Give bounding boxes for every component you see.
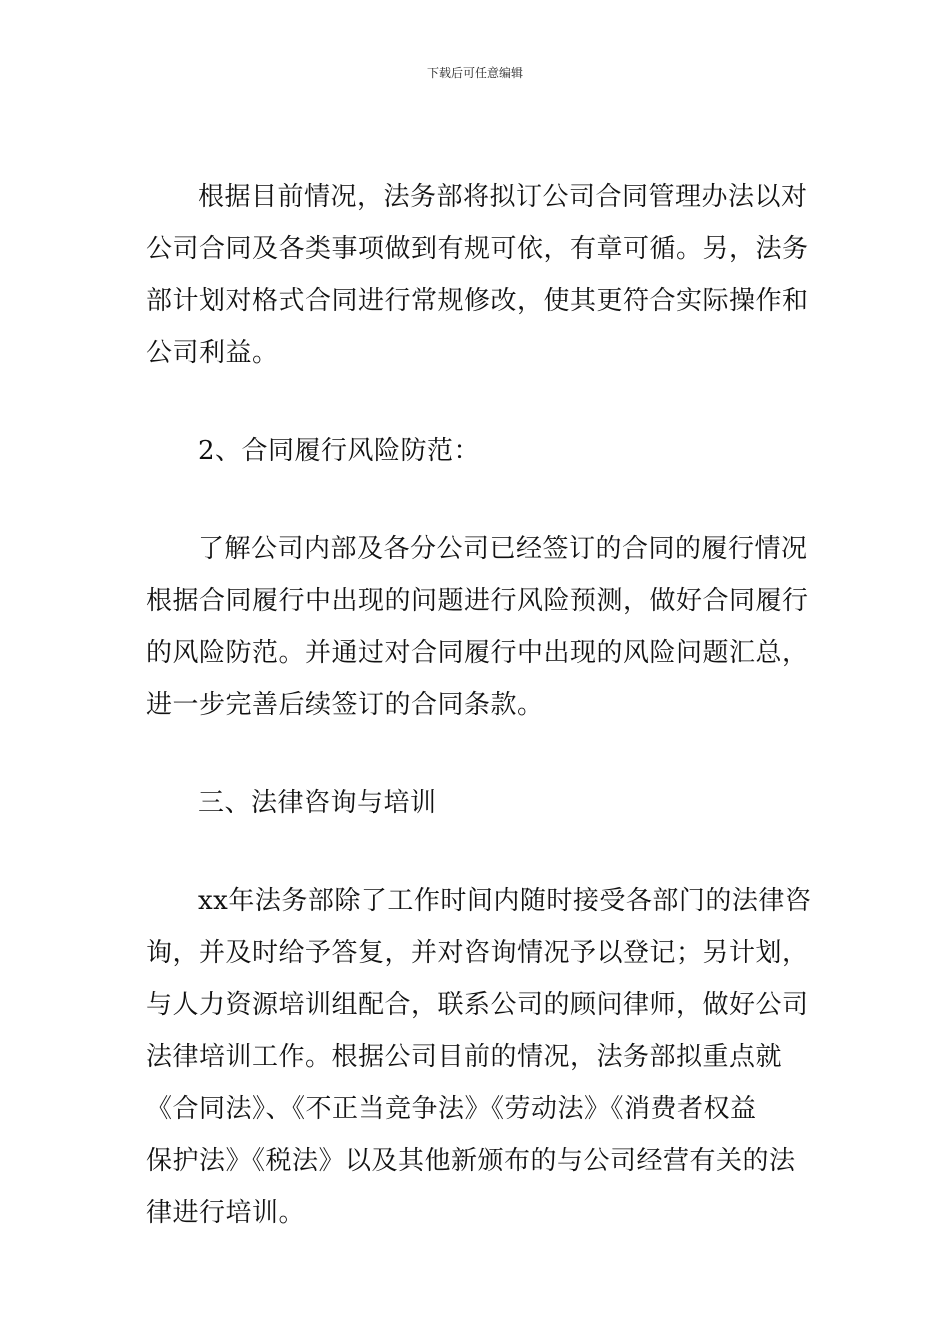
paragraph-line: 部计划对格式合同进行常规修改，使其更符合实际操作和 xyxy=(146,286,809,316)
section-heading-risk-prevention xyxy=(146,425,810,477)
paragraph-line: 保护法》《税法》以及其他新颁布的与公司经营有关的法 xyxy=(146,1146,796,1176)
paragraph-line: 《合同法》、《不正当竞争法》《劳动法》《消费者权益 xyxy=(146,1094,757,1124)
paragraph-line: xx年法务部除了工作时间内随时接受各部门的法律咨 xyxy=(198,886,812,916)
paragraph-legal-consulting xyxy=(146,875,810,1239)
heading-line: 2、合同履行风险防范： xyxy=(198,436,481,466)
paragraph-line: 律进行培训。 xyxy=(146,1198,306,1228)
paragraph-line: 的风险防范。并通过对合同履行中出现的风险问题汇总， xyxy=(146,638,809,668)
paragraph-line: 了解公司内部及各分公司已经签订的合同的履行情况 xyxy=(198,534,808,564)
paragraph-line: 询，并及时给予答复，并对咨询情况予以登记；另计划， xyxy=(146,938,809,968)
paragraph-line: 进一步完善后续签订的合同条款。 xyxy=(146,690,544,720)
paragraph-risk-prevention xyxy=(146,523,810,731)
paragraph-line: 根据目前情况，法务部将拟订公司合同管理办法以对 xyxy=(198,182,808,212)
heading-line: 三、法律咨询与培训 xyxy=(198,788,437,818)
paragraph-line: 法律培训工作。根据公司目前的情况，法务部拟重点就 xyxy=(146,1042,783,1072)
paragraph-line: 公司利益。 xyxy=(146,338,279,368)
page-header: 下载后可任意编辑 xyxy=(426,66,523,80)
paragraph-contract-management xyxy=(146,171,810,379)
section-heading-legal-consulting xyxy=(146,777,810,829)
paragraph-line: 公司合同及各类事项做到有规可依，有章可循。另，法务 xyxy=(146,234,809,264)
document-body xyxy=(146,171,810,1285)
paragraph-line: 根据合同履行中出现的问题进行风险预测，做好合同履行 xyxy=(146,586,809,616)
paragraph-line: 与人力资源培训组配合，联系公司的顾问律师，做好公司 xyxy=(146,990,809,1020)
